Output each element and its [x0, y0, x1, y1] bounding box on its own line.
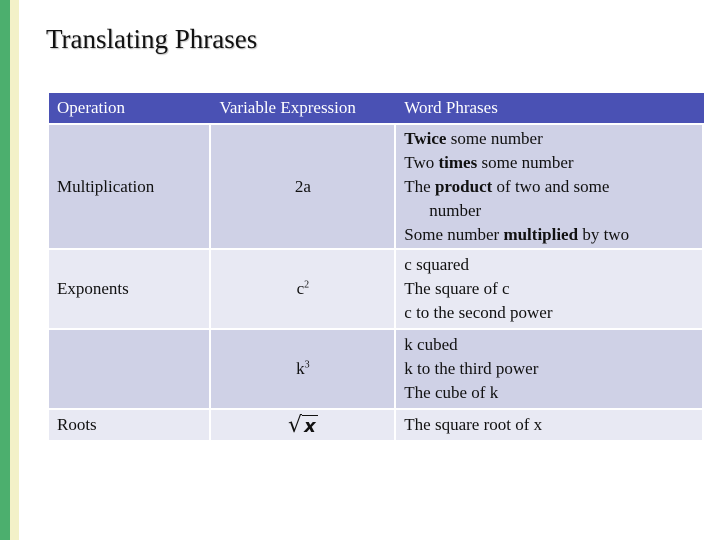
- operation-cell: Exponents: [49, 248, 211, 328]
- header-operation: Operation: [49, 93, 211, 123]
- square-root-expression: √ x: [288, 412, 316, 438]
- operation-cell: [49, 328, 211, 408]
- header-word-phrases: Word Phrases: [396, 93, 704, 123]
- phrase-line: c squared: [404, 255, 469, 274]
- phrases-cell: [396, 408, 704, 440]
- table-row-cube: [49, 328, 704, 408]
- expression-cell: [211, 408, 396, 440]
- phrase-line: The square root of x: [404, 415, 543, 434]
- left-accent-bar: [0, 0, 10, 540]
- header-variable-expression: Variable Expression: [211, 93, 396, 123]
- phrase-line: k to the third power: [404, 359, 539, 378]
- slide-title: Translating Phrases: [46, 24, 258, 54]
- phrase-line: Some number multiplied by two: [404, 224, 630, 244]
- table-row-exponents: [49, 248, 704, 328]
- table-header-row: [49, 93, 704, 123]
- left-accent-stripe: [10, 0, 19, 540]
- phrase-line: The product of two and some: [404, 176, 610, 196]
- expression-cell: $k^3$: [211, 328, 396, 408]
- expression-cell: 2a: [211, 123, 396, 248]
- phrase-line: The square of c: [404, 279, 510, 298]
- phrases-cell: [396, 328, 704, 408]
- operation-cell: Roots: [49, 408, 211, 440]
- operation-cell: Multiplication: [49, 123, 211, 248]
- phrase-line: The cube of k: [404, 383, 499, 402]
- table-row-roots: [49, 408, 704, 440]
- phrases-table: [49, 93, 704, 440]
- phrase-line: c to the second power: [404, 303, 553, 322]
- phrase-line: k cubed: [404, 335, 458, 354]
- phrases-cell: [396, 248, 704, 328]
- phrase-line: Twice some number: [404, 128, 543, 148]
- phrase-line: number: [429, 200, 482, 220]
- table-row-multiplication: [49, 123, 704, 248]
- phrases-cell: [396, 123, 704, 248]
- expression-cell: $c^2$: [211, 248, 396, 328]
- phrase-line: Two times some number: [404, 152, 574, 172]
